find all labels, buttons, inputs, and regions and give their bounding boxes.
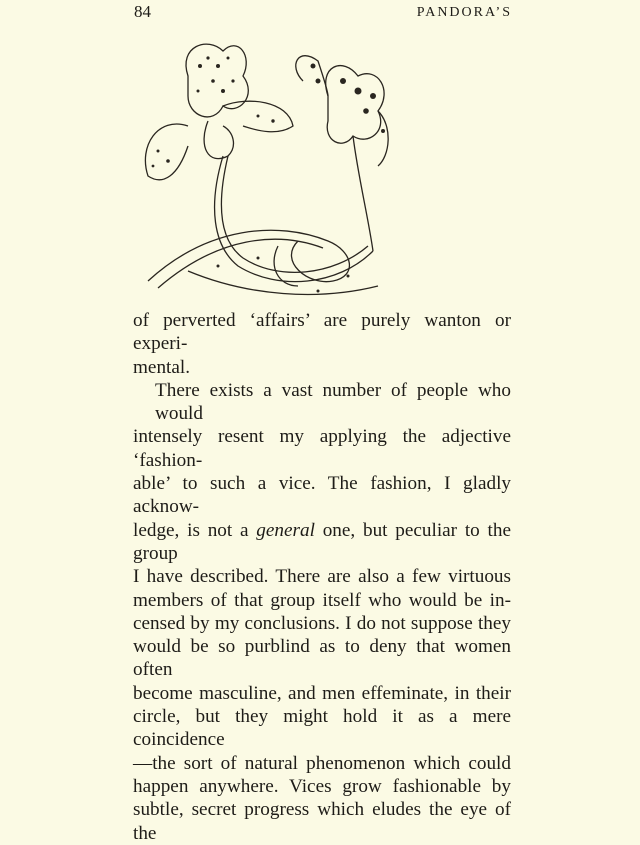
text-line: censed by my conclusions. I do not suppose they — [133, 612, 511, 634]
text-line: mental. — [133, 356, 191, 378]
text-line: become masculine, and men effeminate, in their — [133, 682, 511, 704]
emphasis: general — [256, 519, 315, 541]
text-line: members of that group itself who would be in- — [133, 589, 511, 611]
text-line: There exists a vast number of people who would — [155, 379, 511, 425]
body-text — [133, 309, 511, 845]
text-line: of perverted ‘affairs’ are purely wanton or experi- — [133, 310, 511, 355]
running-head: PANDORA’S — [416, 5, 512, 20]
text-line: happen anywhere. Vices grow fashionable by — [133, 775, 511, 797]
page-number: 84 — [134, 2, 151, 21]
text-fragment: ledge, is not a — [133, 519, 257, 541]
orchid-illustration-icon — [128, 36, 398, 306]
text-fragment: one, but peculiar to the group — [133, 519, 511, 564]
text-line: would be so purblind as to deny that women often — [133, 636, 511, 681]
text-line — [133, 519, 511, 566]
text-line: circle, but they might hold it as a mere coincidence — [133, 706, 511, 751]
text-line: subtle, secret progress which eludes the eye of the — [133, 799, 511, 844]
text-line: I have described. There are also a few virtuous — [133, 566, 511, 588]
text-line: intensely resent my applying the adjective ‘fashion- — [133, 426, 511, 471]
text-line: —the sort of natural phenomenon which could — [133, 752, 511, 774]
text-line: able’ to such a vice. The fashion, I gladly acknow- — [133, 473, 511, 518]
